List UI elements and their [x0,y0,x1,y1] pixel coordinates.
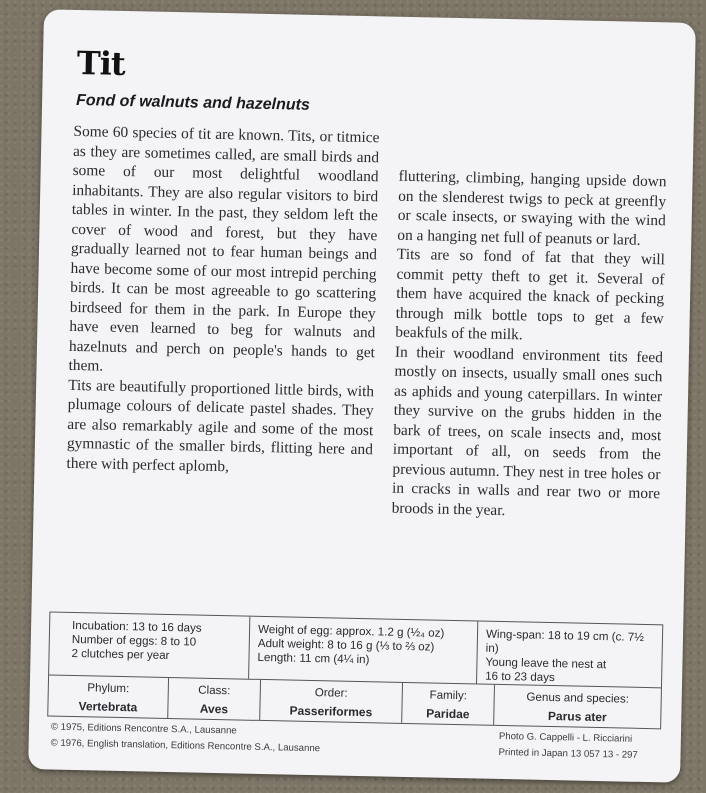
length-text: Length: 11 cm (4¼ in) [257,650,370,667]
clutches-text: 2 clutches per year [71,646,170,663]
facts-table [47,612,663,730]
order-label: Order: [314,686,348,700]
wingspan-cell [477,621,662,687]
breeding-cell [49,613,250,679]
body-column-left [66,122,379,479]
wingspan-text: Wing-span: 18 to 19 cm (c. 7½ in) [485,627,645,655]
genus-cell [494,685,661,728]
paragraph: fluttering, climbing, hanging upside down on the slenderest twigs to peck at greenfly or scale insects, or swaying with the wind on a hanging net full of peanuts or lard. [397,167,667,249]
family-value: Paridae [426,706,470,722]
class-value: Aves [199,701,229,717]
family-label: Family: [429,688,468,703]
phylum-cell [48,676,169,719]
copyright-block [50,720,320,758]
print-info: Printed in Japan 13 057 13 - 297 [498,746,638,761]
credits-block [498,729,638,764]
photo-credit: Photo G. Cappelli - L. Ricciarini [498,730,633,745]
species-card [28,9,696,782]
phylum-value: Vertebrata [78,699,138,715]
body-column-right [391,167,666,524]
class-label: Class: [198,683,231,698]
incubation-text: Incubation: 13 to 16 days [71,618,202,635]
adult-weight-text: Adult weight: 8 to 16 g (⅓ to ⅔ oz) [257,636,435,654]
class-cell [168,678,261,720]
card-title: Tit [76,43,126,83]
phylum-label: Phylum: [87,681,130,696]
paragraph: Some 60 species of tit are known. Tits, or titmice as they are sometimes called, are small birds and some of our most delightful woodland inhabitants. They are also regular visitors to bird tables in winter. In the past, they seldom left the cover of wood and forest, but they have gradually learned not to fear human beings and have become some of our most intrepid perching birds. It can be most agreeable to go scattering birdseed for them in the park. In Europe they have even learned to beg for walnuts and hazelnuts and perch on people's hands to get them. [68,122,380,375]
fledge-text: Young leave the nest at [485,655,607,672]
order-cell [260,680,403,723]
paragraph: Tits are beautifully proportioned little birds, with plumage colours of delicate pastel shades. They are also remarkably agile and some of the most gymnastic of the smaller birds, flitting here and there with perfect aplomb, [66,376,375,475]
egg-weight-text: Weight of egg: approx. 1.2 g (½₄ oz) [257,622,445,640]
weight-cell [249,617,478,684]
eggs-text: Number of eggs: 8 to 10 [71,632,197,649]
genus-value: Parus ater [547,708,607,725]
copyright-text: © 1975, Editions Rencontre S.A., Lausanne [50,721,237,737]
order-value: Passeriformes [289,703,373,720]
family-cell [402,683,495,725]
card-subtitle: Fond of walnuts and hazelnuts [75,91,311,114]
copyright-translation-text: © 1976, English translation, Editions Rencontre S.A., Lausanne [50,737,321,755]
fledge-days-text: 16 to 23 days [485,669,555,685]
paragraph: Tits are so fond of fat that they will commit petty theft to get it. Several of them have acquired the knack of pecking through milk bottle tops to get a few beakfuls of the milk. [395,245,666,344]
paragraph: In their woodland environment tits feed mostly on insects, usually small ones such as aphids and young caterpillars. In winter they survive on the grubs hidden in the bark of trees, on scale insects and, most important of all, on seeds from the previous autumn. They nest in tree holes or in cracks in walls and rear two or more broods in the year. [391,343,664,519]
genus-label: Genus and species: [526,690,630,706]
